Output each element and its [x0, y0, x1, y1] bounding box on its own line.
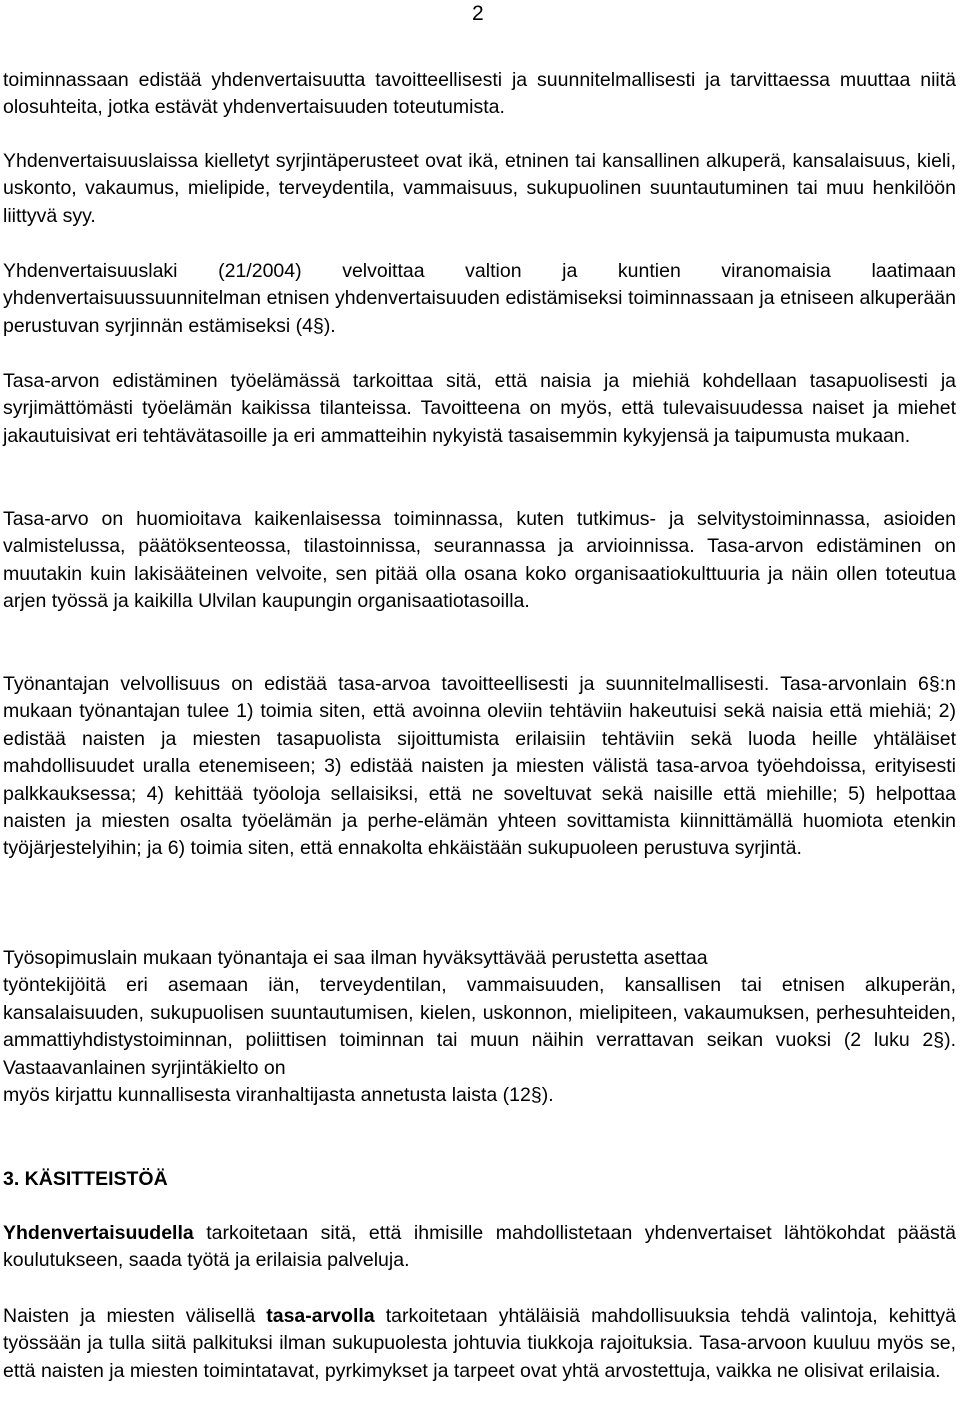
definition-text: tarkoitetaan yhtäläisiä mahdollisuuksia tehdä valintoja, kehittyä työssään ja tulla siitä palkituksi ilman sukupuolesta johtuvia tiukkoja rajoituksia. Tasa-arvoon kuuluu myös se, että naisten ja miesten toimintatavat, pyrkimykset ja tarpeet ovat yhtä arvostettuja, vaikka ne olisivat erilaisia. [3, 1305, 957, 1382]
paragraph-body: työntekijöitä eri asemaan iän, terveydentilan, vammaisuuden, kansallisen tai etnisen alkuperän, kansalaisuuden, sukupuolisen suuntautumisen, kielen, uskonnon, mielipiteen, vakaumuksen, perhesuhteiden, ammattiyhdistystoiminnan, poliittisen toiminnan tai muun näihin verrattavan seikan vuoksi (2 luku 2§). Vastaavanlainen syrjintäkielto on [3, 974, 956, 1079]
term-bold: tasa-arvolla [266, 1305, 375, 1327]
paragraph-equality-in-all-activities: Tasa-arvo on huomioitava kaikenlaisessa toiminnassa, kuten tutkimus- ja selvitystoiminnassa, asioiden valmistelussa, päätöksenteossa, tilastoinnissa, seurannassa ja arvioinnissa. Tasa-arvon edistäminen on muutakin kuin lakisääteinen velvoite, sen pitää olla osana koko organisaatiokulttuuria ja näin ollen toteutua arjen työssä ja kaikilla Ulvilan kaupungin organisaatiotasoilla. [3, 508, 956, 613]
paragraph-line: myös kirjattu kunnallisesta viranhaltijasta annetusta laista (12§). [3, 1084, 554, 1107]
definition-text-start: Naisten ja miesten välisellä [3, 1305, 267, 1327]
paragraph-equality-act: Yhdenvertaisuuslaki (21/2004) velvoittaa valtion ja kuntien viranomaisia laatimaan yhdenvertaisuussuunnitelman etnisen yhdenvertaisuuden edistämiseksi toiminnassaan ja etniseen alkuperään perustuvan syrjinnän estämiseksi (4§). [3, 260, 956, 337]
paragraph-discrimination-grounds: Yhdenvertaisuuslaissa kielletyt syrjintäperusteet ovat ikä, etninen tai kansallinen alkuperä, kansalaisuus, kieli, uskonto, vakaumus, mielipide, terveydentila, vammaisuus, sukupuolinen suuntautuminen tai muu henkilöön liittyvä syy. [3, 150, 956, 227]
paragraph-definition-gender-equality [3, 1303, 956, 1385]
paragraph-employer-obligations: Työnantajan velvollisuus on edistää tasa-arvoa tavoitteellisesti ja suunnitelmallisesti. Tasa-arvonlain 6§:n mukaan työnantajan tulee 1) toimia siten, että avoinna oleviin tehtäviin hakeutuisi sekä naisia että miehiä; 2) edistää naisten ja miesten tasapuolista sijoittumista erilaisiin tehtäviin sekä luoda heille yhtäläiset mahdollisuudet uralla etenemiseen; 3) edistää naisten ja miesten välistä tasa-arvoa työehdoissa, erityisesti palkkauksessa; 4) kehittää työoloja sellaisiksi, että ne soveltuvat sekä naisille että miehille; 5) helpottaa naisten ja miesten osalta työelämän ja perhe-elämän yhteen sovittamista kiinnittämällä huomiota etenkin työjärjestelyihin; ja 6) toimia siten, että ennakolta ehkäistään sukupuoleen perustuva syrjintä. [3, 673, 956, 860]
paragraph-line: Työsopimuslain mukaan työnantaja ei saa ilman hyväksyttävää perustetta asettaa [3, 947, 708, 969]
paragraph-definition-equality [3, 1220, 956, 1275]
paragraph-continued: toiminnassaan edistää yhdenvertaisuutta tavoitteellisesti ja suunnitelmallisesti ja tarvittaessa muuttaa niitä olosuhteita, jotka estävät yhdenvertaisuuden toteutumista. [3, 69, 956, 119]
paragraph-gender-equality-worklife: Tasa-arvon edistäminen työelämässä tarkoittaa sitä, että naisia ja miehiä kohdellaan tasapuolisesti ja syrjimättömästi työelämän kaikissa tilanteissa. Tavoitteena on myös, että tulevaisuudessa naiset ja miehet jakautuisivat eri tehtävätasoille ja eri ammatteihin nykyistä tasaisemmin kykyjensä ja taipumusta mukaan. [3, 370, 956, 447]
term-bold: Yhdenvertaisuudella [3, 1222, 194, 1244]
page-number: 2 [472, 2, 484, 25]
section-heading: 3. KÄSITTEISTÖÄ [3, 1168, 168, 1190]
definition-text: tarkoitetaan sitä, että ihmisille mahdollistetaan yhdenvertaiset lähtökohdat päästä koulutukseen, saada työtä ja erilaisia palveluja. [3, 1222, 956, 1272]
paragraph-employment-contracts-act [3, 945, 956, 1109]
